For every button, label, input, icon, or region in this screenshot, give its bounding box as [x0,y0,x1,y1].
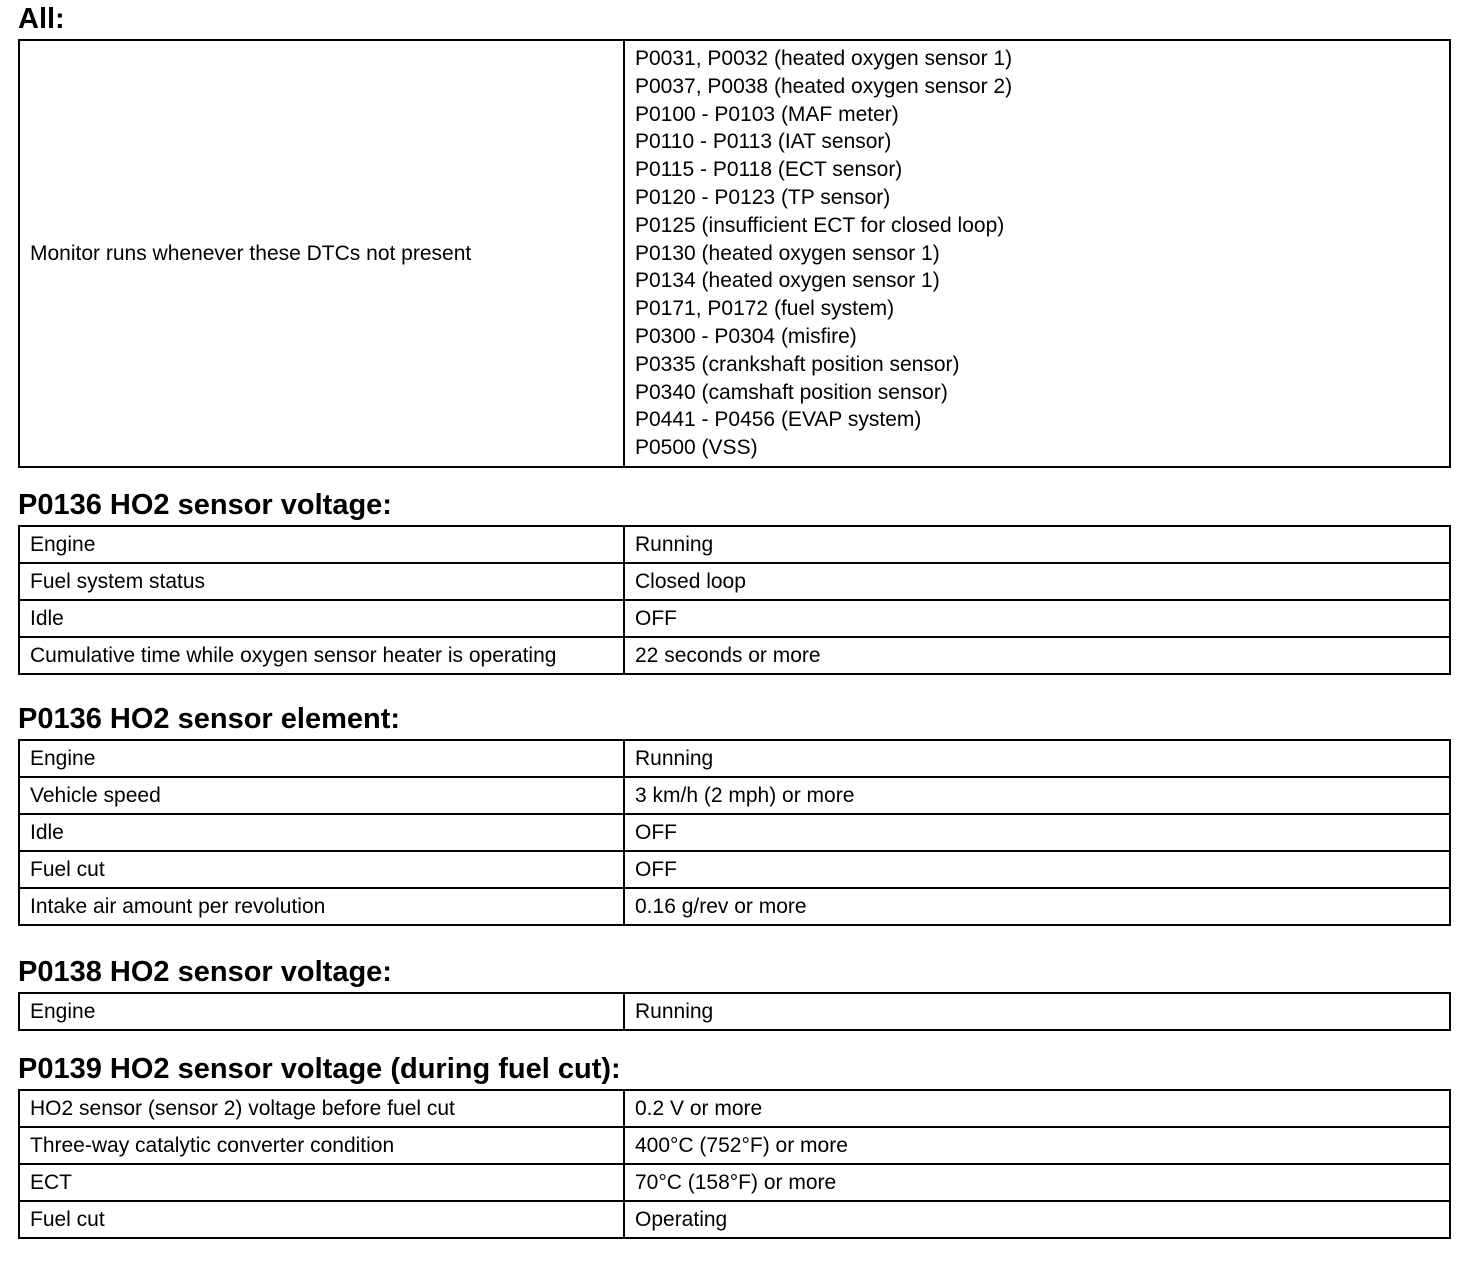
dtc-item: P0130 (heated oxygen sensor 1) [635,241,940,265]
p0136-voltage-table [18,525,1451,675]
dtc-item: P0115 - P0118 (ECT sensor) [635,158,903,182]
condition-value: Closed loop [624,563,1450,600]
dtc-item: P0110 - P0113 (IAT sensor) [635,130,892,154]
condition-value: OFF [624,851,1450,888]
dtc-item: P0340 (camshaft position sensor) [635,380,948,404]
condition-item: Cumulative time while oxygen sensor heater is operating [19,637,624,674]
table-row [19,1201,1450,1238]
section-heading-all: All: [18,3,65,35]
condition-value: Running [624,993,1450,1030]
table-row [19,777,1450,814]
dtc-item: P0441 - P0456 (EVAP system) [635,408,922,432]
condition-label: Monitor runs whenever these DTCs not present [19,40,624,467]
table-row [19,526,1450,563]
table-row [19,1090,1450,1127]
condition-value: Running [624,740,1450,777]
section-heading-p0136-voltage: P0136 HO2 sensor voltage: [18,489,392,521]
condition-value: Operating [624,1201,1450,1238]
condition-value: 400°C (752°F) or more [624,1127,1450,1164]
condition-item: HO2 sensor (sensor 2) voltage before fuel cut [19,1090,624,1127]
table-row [19,814,1450,851]
section-heading-p0136-element: P0136 HO2 sensor element: [18,703,401,735]
condition-value: OFF [624,600,1450,637]
condition-item: Engine [19,526,624,563]
condition-item: Intake air amount per revolution [19,888,624,925]
condition-item: Fuel cut [19,1201,624,1238]
p0136-element-table [18,739,1451,926]
condition-item: Idle [19,814,624,851]
condition-item: Idle [19,600,624,637]
dtc-exclusion-table [18,39,1451,468]
table-row [19,563,1450,600]
condition-item: Engine [19,993,624,1030]
condition-item: ECT [19,1164,624,1201]
dtc-item: P0031, P0032 (heated oxygen sensor 1) [635,47,1013,71]
table-row [19,1164,1450,1201]
condition-value: 0.2 V or more [624,1090,1450,1127]
section-heading-p0138-voltage: P0138 HO2 sensor voltage: [18,956,392,988]
table-row [19,888,1450,925]
table-row [19,600,1450,637]
table-row [19,740,1450,777]
p0138-voltage-table [18,992,1451,1031]
dtc-item: P0037, P0038 (heated oxygen sensor 2) [635,74,1013,98]
table-row [19,40,1450,467]
dtc-item: P0300 - P0304 (misfire) [635,324,857,348]
dtc-item: P0500 (VSS) [635,436,758,460]
dtc-item: P0125 (insufficient ECT for closed loop) [635,213,1005,237]
table-row [19,993,1450,1030]
dtc-item: P0335 (crankshaft position sensor) [635,352,960,376]
dtc-item: P0100 - P0103 (MAF meter) [635,102,899,126]
table-row [19,851,1450,888]
table-row [19,637,1450,674]
dtc-item: P0120 - P0123 (TP sensor) [635,186,891,209]
condition-item: Three-way catalytic converter condition [19,1127,624,1164]
condition-value: OFF [624,814,1450,851]
condition-value: 22 seconds or more [624,637,1450,674]
condition-value: 70°C (158°F) or more [624,1164,1450,1201]
condition-value: Running [624,526,1450,563]
p0139-voltage-table [18,1089,1451,1239]
condition-item: Vehicle speed [19,777,624,814]
condition-value: 0.16 g/rev or more [624,888,1450,925]
dtc-item: P0134 (heated oxygen sensor 1) [635,269,940,293]
dtc-item: P0171, P0172 (fuel system) [635,297,895,321]
section-heading-p0139-voltage: P0139 HO2 sensor voltage (during fuel cut): [18,1053,621,1085]
condition-item: Fuel cut [19,851,624,888]
condition-item: Fuel system status [19,563,624,600]
table-row [19,1127,1450,1164]
condition-item: Engine [19,740,624,777]
dtc-list [624,40,1450,467]
condition-value: 3 km/h (2 mph) or more [624,777,1450,814]
